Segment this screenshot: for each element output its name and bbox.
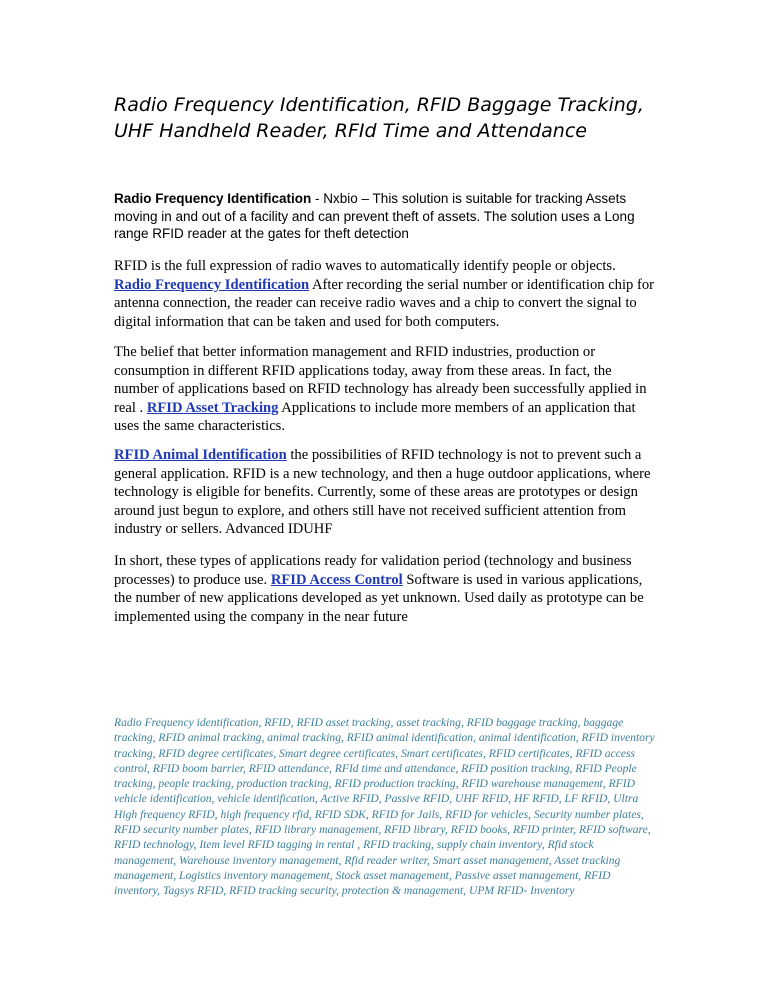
- keyword-tags: Radio Frequency identification, RFID, RFID asset tracking, asset tracking, RFID baggage tracking, baggage tracking, RFID animal tracking, animal tracking, RFID animal identification, animal identification, RFID inventory tracking, RFID degree certificates, Smart degree certificates, Smart certificates, RFID certificates, RFID access control, RFID boom barrier, RFID attendance, RFId time and attendance, RFID position tracking, RFID People tracking, people tracking, production tracking, RFID production tracking, RFID warehouse management, RFID vehicle identification, vehicle identification, Active RFID, Passive RFID, UHF RFID, HF RFID, LF RFID, Ultra High frequency RFID, high frequency rfid, RFID SDK, RFID for Jails, RFID for vehicles, Security number plates, RFID security number plates, RFID library management, RFID library, RFID books, RFID printer, RFID software, RFID technology, Item level RFID tagging in rental , RFID tracking, supply chain inventory, Rfid stock management, Warehouse inventory management, Rfid reader writer, Smart asset management, Asset tracking management, Logistics inventory management, Stock asset management, Passive asset management, RFID inventory, Tagsys RFID, RFID tracking security, protection & management, UPM RFID- Inventory: [114, 716, 655, 898]
- intro-text: - Nxbio – This solution is suitable for tracking Assets moving in and out of a facility and can prevent theft of assets. The solution uses a Long range RFID reader at the gates for theft detection: [114, 191, 635, 241]
- paragraph3-text-after: the possibilities of RFID technology is not to prevent such a general application. RFID is a new technology, and then a huge outdoor applications, where technology is eligible for benefits. Currently, some of these areas are prototypes or design around just begun to explore, and others still have not received sufficient attention from industry or sellers. Advanced IDUHF: [114, 447, 651, 538]
- paragraph4-text-before: In short, these types of applications ready for validation period (technology and business processes) to produce use.: [114, 553, 632, 588]
- rfid-asset-tracking-link[interactable]: RFID Asset Tracking: [146, 399, 279, 416]
- intro-paragraph: [114, 190, 656, 243]
- paragraph1-text-after: After recording the serial number or identification chip for antenna connection, the reader can receive radio waves and a chip to convert the signal to digital information that can be taken and used for both computers.: [114, 276, 654, 330]
- paragraph-animal-identification: [114, 446, 656, 539]
- page-title: Radio Frequency Identification, RFID Baggage Tracking, UHF Handheld Reader, RFId Time and Attendance: [114, 94, 644, 142]
- paragraph2-text-before: The belief that better information management and RFID industries, production or consumption in different RFID applications today, away from these areas. In fact, the number of applications based on RFID technology has already been successfully applied in real .: [114, 344, 647, 416]
- paragraph-access-control: [114, 552, 656, 626]
- paragraph1-text-before: RFID is the full expression of radio waves to automatically identify people or objects.: [114, 258, 616, 274]
- paragraph-rfid-definition: [114, 257, 656, 331]
- paragraph4-text-after: Software is used in various applications, the number of new applications developed as yet unknown. Used daily as prototype can be implemented using the company in the near future: [114, 571, 644, 625]
- rfid-animal-identification-link[interactable]: RFID Animal Identification: [114, 447, 287, 463]
- intro-lead: Radio Frequency Identification: [114, 191, 312, 206]
- radio-frequency-identification-link[interactable]: Radio Frequency Identification: [114, 276, 310, 293]
- rfid-access-control-link[interactable]: RFID Access Control: [270, 571, 403, 588]
- paragraph-information-management: [114, 343, 656, 436]
- paragraph2-text-after: Applications to include more members of an application that uses the same characteristics.: [114, 399, 636, 435]
